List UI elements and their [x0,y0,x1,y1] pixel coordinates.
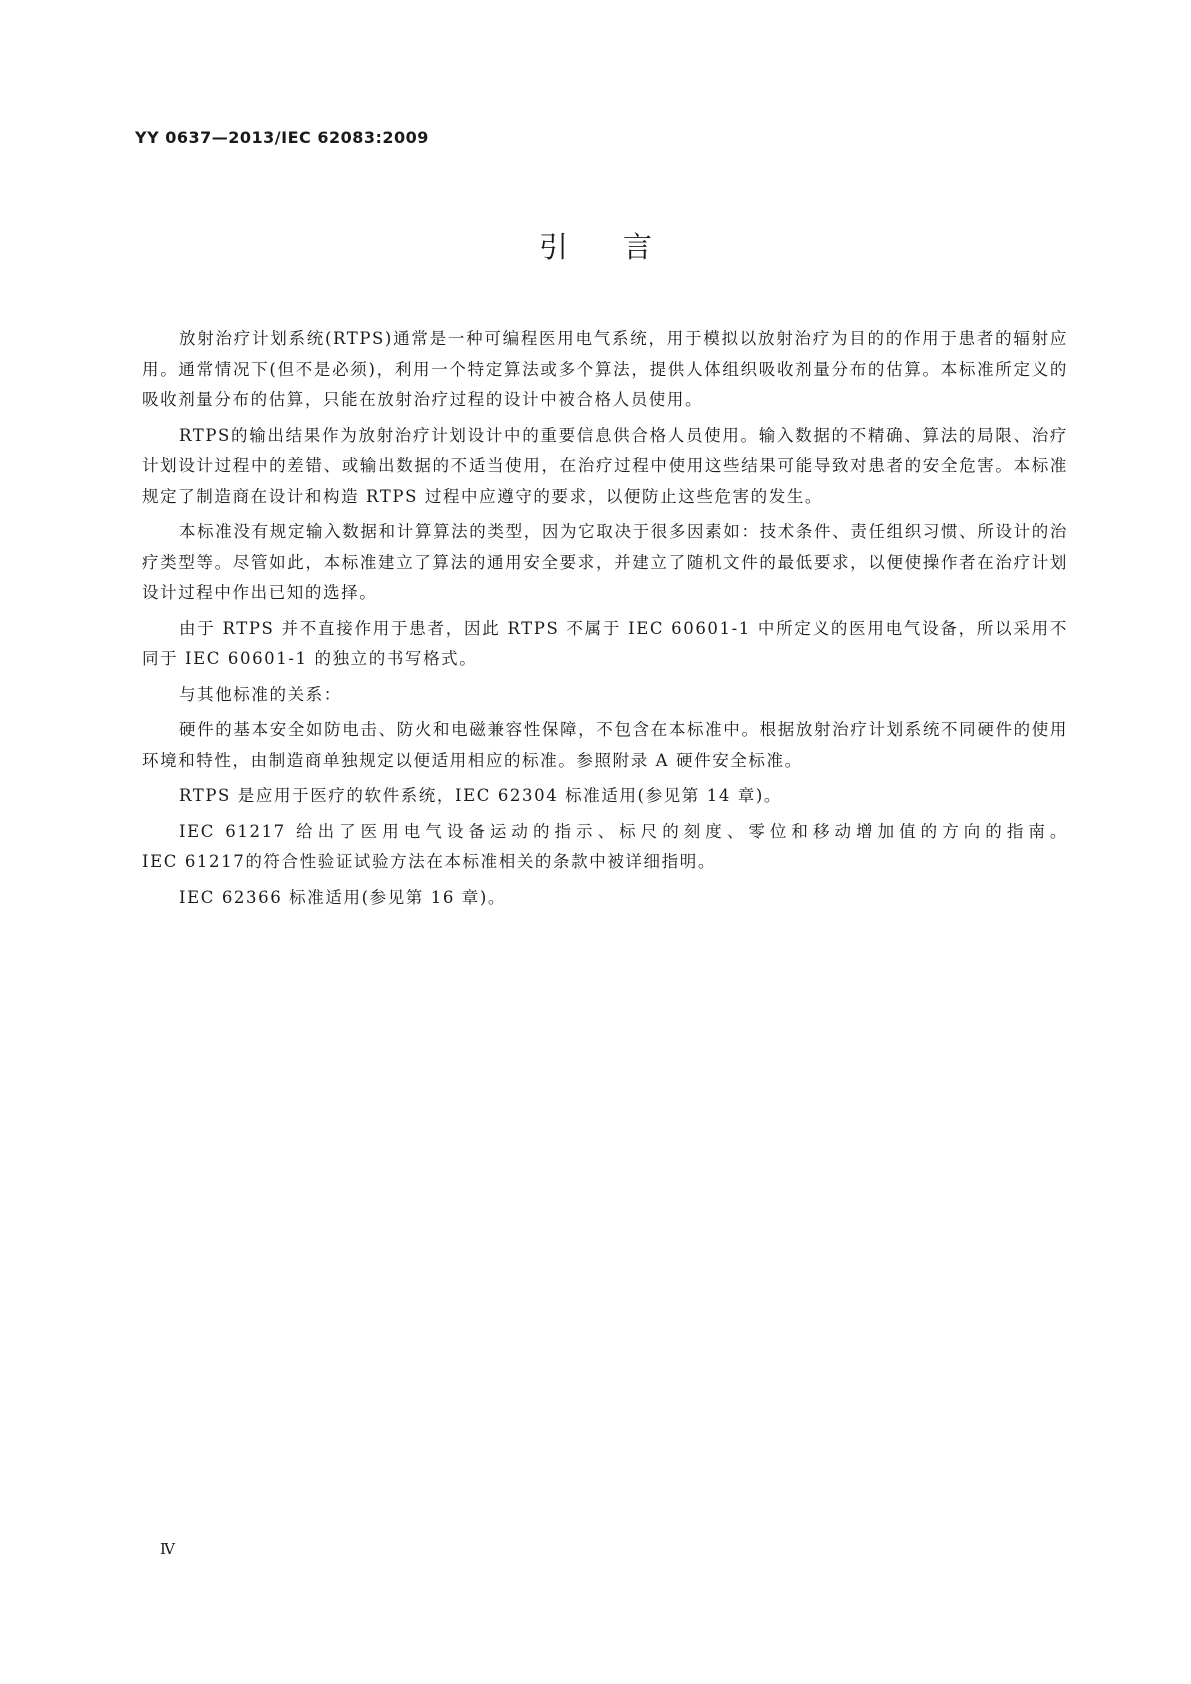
page-number: Ⅳ [160,1540,175,1558]
introduction-body [142,324,1068,918]
paragraph-iec-62304: RTPS 是应用于医疗的软件系统，IEC 62304 标准适用(参见第 14 章)。 [179,786,783,805]
paragraph-iec-62366: IEC 62366 标准适用(参见第 16 章)。 [179,887,507,907]
standard-header: YY 0637—2013/IEC 62083:2009 [135,128,429,147]
paragraph-rtps-definition: 放射治疗计划系统(RTPS)通常是一种可编程医用电气系统，用于模拟以放射治疗为目的的作用于患者的辐射应用。通常情况下(但不是必须)，利用一个特定算法或多个算法，提供人体组织吸收剂量分布的估算。本标准所定义的吸收剂量分布的估算，只能在放射治疗过程的设计中被合格人员使用。 [142,329,1068,409]
paragraph-rtps-output: RTPS的输出结果作为放射治疗计划设计中的重要信息供合格人员使用。输入数据的不精确、算法的局限、治疗计划设计过程中的差错、或输出数据的不适当使用，在治疗过程中使用这些结果可能导致对患者的安全危害。本标准规定了制造商在设计和构造 RTPS 过程中应遵守的要求，以便防止这些危害的发生。 [142,425,1068,506]
paragraph-hardware-safety: 硬件的基本安全如防电击、防火和电磁兼容性保障，不包含在本标准中。根据放射治疗计划系统不同硬件的使用环境和特性，由制造商单独规定以便适用相应的标准。参照附录 A 硬件安全标准。 [142,720,1068,770]
paragraph-relation-heading: 与其他标准的关系： [179,684,342,704]
page-title: 引言 [538,230,707,264]
paragraph-iec-61217: IEC 61217 给出了医用电气设备运动的指示、标尺的刻度、零位和移动增加值的方向的指南。 [179,821,1068,841]
paragraph-iec-60601: 由于 RTPS 并不直接作用于患者，因此 RTPS 不属于 IEC 60601-1 中所定义的医用电气设备，所以采用不同于 IEC 60601-1 的独立的书写格式。 [142,618,1068,668]
paragraph-iec-61217-continued: IEC 61217的符合性验证试验方法在本标准相关的条款中被详细指明。 [142,852,716,871]
paragraph-algorithm-types: 本标准没有规定输入数据和计算算法的类型，因为它取决于很多因素如：技术条件、责任组织习惯、所设计的治疗类型等。尽管如此，本标准建立了算法的通用安全要求，并建立了随机文件的最低要求，以便使操作者在治疗计划设计过程中作出已知的选择。 [142,522,1068,602]
